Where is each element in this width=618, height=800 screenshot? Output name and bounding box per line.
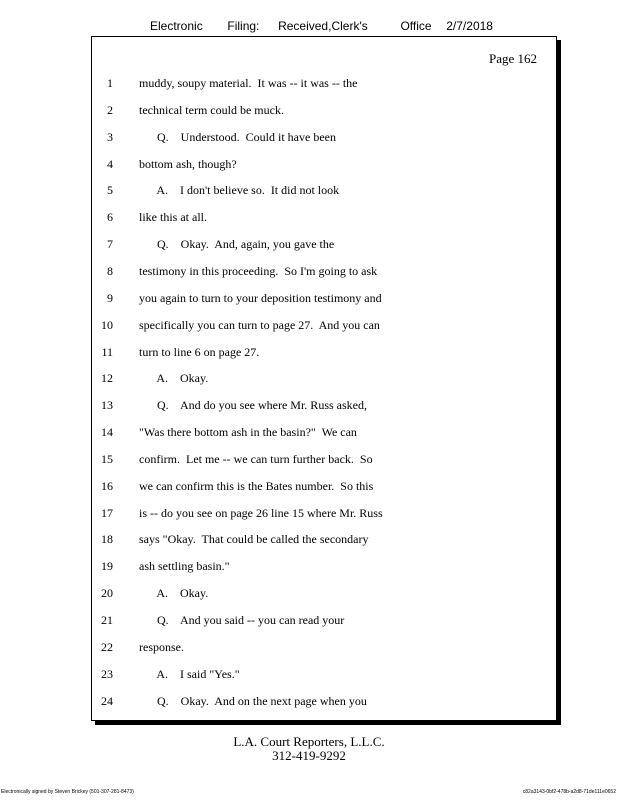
line-number: 2 [107, 103, 113, 117]
line-number: 1 [107, 76, 113, 90]
line-text: response. [139, 640, 184, 654]
line-number: 13 [101, 398, 113, 412]
line-text: we can confirm this is the Bates number. So this [139, 479, 374, 493]
line-text: technical term could be muck. [139, 103, 284, 117]
header-date: 2/7/2018 [446, 19, 493, 33]
signature-left: Electronically signed by Steven Brickey (501-307-281-8473) [1, 789, 134, 795]
line-text: A. Okay. [139, 586, 209, 600]
line-number: 3 [107, 130, 113, 144]
line-text: muddy, soupy material. It was -- it was -- the [139, 76, 358, 90]
page-number: Page 162 [488, 51, 537, 66]
line-text: A. I said "Yes." [139, 667, 240, 681]
line-text: Q. Okay. And on the next page when you [139, 694, 367, 708]
footer-phone: 312-419-9292 [272, 748, 346, 763]
line-text: confirm. Let me -- we can turn further back. So [139, 452, 373, 466]
line-number: 11 [101, 345, 113, 359]
line-number: 17 [101, 506, 113, 520]
line-number: 8 [107, 264, 113, 278]
header-office: Office [400, 19, 432, 33]
line-number: 24 [101, 694, 113, 708]
line-number: 18 [101, 532, 113, 546]
line-text: A. Okay. [139, 371, 209, 385]
footer-company: L.A. Court Reporters, L.L.C. [233, 734, 385, 749]
line-text: Q. And you said -- you can read your [139, 613, 345, 627]
line-text: A. I don't believe so. It did not look [139, 183, 340, 197]
line-text: testimony in this proceeding. So I'm going to ask [139, 264, 378, 278]
line-number: 22 [101, 640, 113, 654]
line-text: says "Okay. That could be called the secondary [139, 532, 369, 546]
line-text: ash settling basin." [139, 559, 230, 573]
line-text: like this at all. [139, 210, 207, 224]
line-number: 12 [101, 371, 113, 385]
line-number: 21 [101, 613, 113, 627]
line-number: 19 [101, 559, 113, 573]
electronic-filing-header [150, 19, 493, 33]
line-number: 7 [107, 237, 113, 251]
line-text: specifically you can turn to page 27. And you can [139, 318, 380, 332]
line-text: bottom ash, though? [139, 157, 237, 171]
line-number: 4 [107, 157, 113, 171]
line-number: 14 [101, 425, 113, 439]
header-filing: Filing: [227, 19, 260, 33]
line-number: 16 [101, 479, 113, 493]
line-number: 15 [101, 452, 113, 466]
line-number: 10 [101, 318, 113, 332]
line-text: Q. And do you see where Mr. Russ asked, [139, 398, 367, 412]
line-text: turn to line 6 on page 27. [139, 345, 260, 359]
line-text: is -- do you see on page 26 line 15 where Mr. Russ [139, 506, 383, 520]
line-text: you again to turn to your deposition testimony and [139, 291, 382, 305]
transcript-page [91, 36, 557, 721]
header-clerks: Clerk's [331, 19, 368, 33]
line-number: 6 [107, 210, 113, 224]
line-number: 20 [101, 586, 113, 600]
signature-id: c82a3143-0bf2-478b-a2d8-71de111e0652 [522, 789, 616, 795]
line-number: 23 [101, 667, 113, 681]
line-text: Q. Okay. And, again, you gave the [139, 237, 335, 251]
line-text: Q. Understood. Could it have been [139, 130, 336, 144]
header-received: Received, [278, 19, 332, 33]
line-text: "Was there bottom ash in the basin?" We can [139, 425, 357, 439]
line-number: 5 [107, 183, 113, 197]
header-electronic: Electronic [150, 19, 203, 33]
line-number: 9 [107, 291, 113, 305]
